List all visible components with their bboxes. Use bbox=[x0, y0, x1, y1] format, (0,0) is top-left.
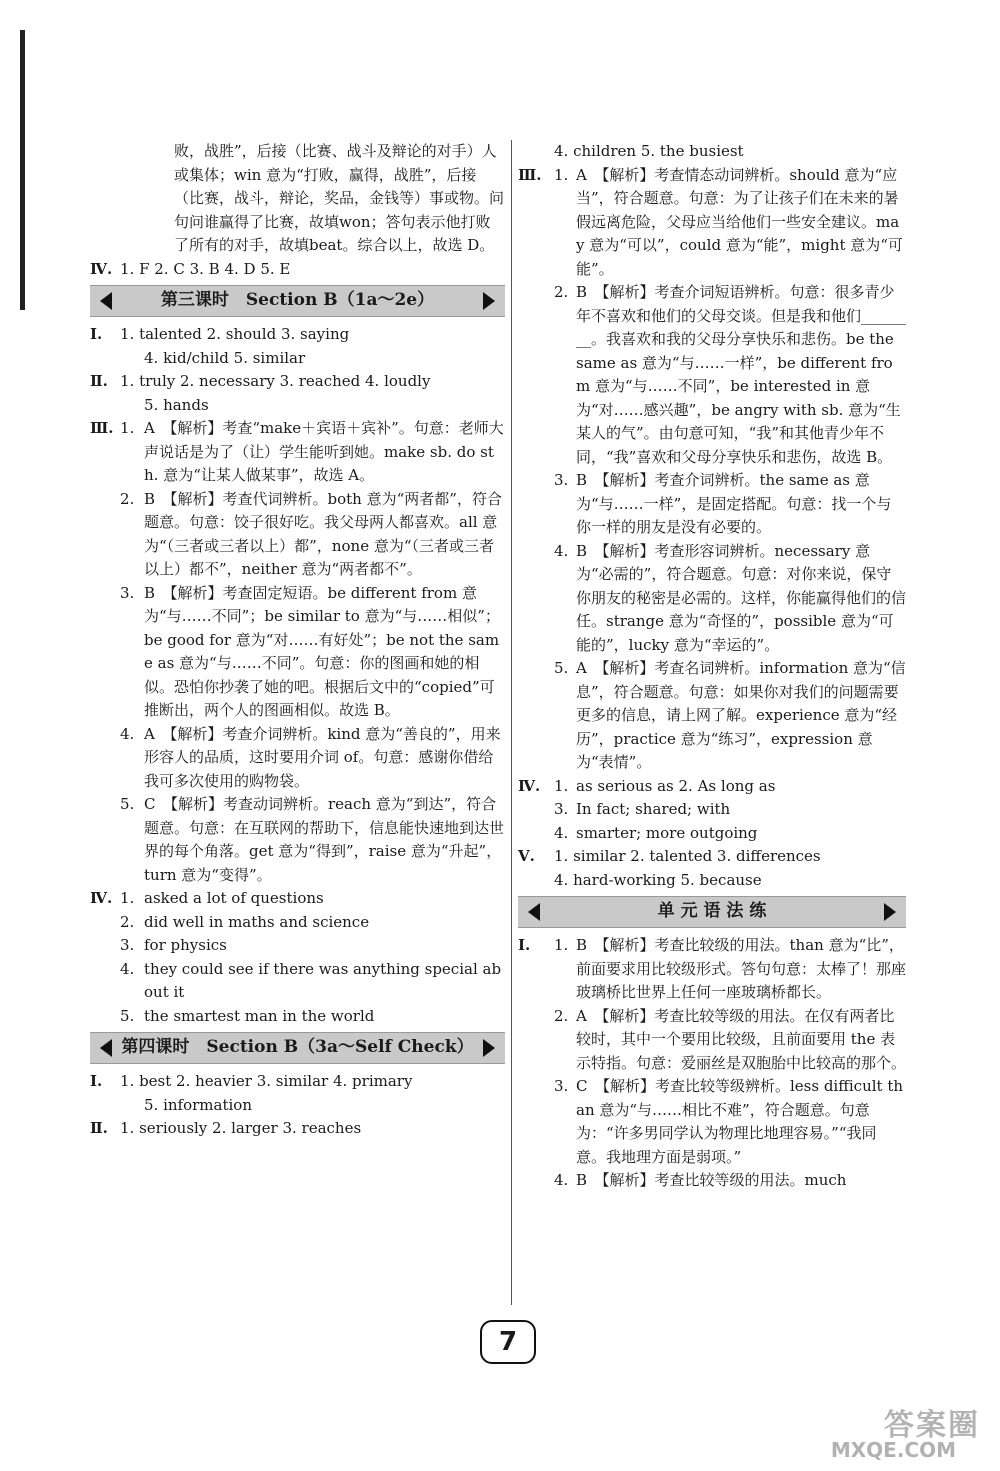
answer-group-iv bbox=[518, 775, 906, 846]
item-number: 5. bbox=[120, 1006, 135, 1025]
roman-numeral: Ⅲ. bbox=[90, 419, 114, 437]
explanation-item bbox=[120, 793, 505, 887]
item-number: 1. bbox=[554, 776, 569, 795]
phrase-item bbox=[554, 822, 906, 846]
item-number: 1. bbox=[554, 936, 569, 954]
answer-line: 4. hard-working 5. because bbox=[554, 870, 762, 889]
answer-line: 1. truly 2. necessary 3. reached 4. loudly bbox=[120, 372, 431, 390]
explanation-item bbox=[554, 540, 906, 658]
page-number: 7 bbox=[480, 1320, 536, 1364]
explanation-item bbox=[120, 582, 505, 723]
binding-edge bbox=[20, 30, 25, 310]
item-number: 4. bbox=[554, 823, 569, 842]
section-header-grammar bbox=[518, 896, 906, 928]
answer-group-i bbox=[90, 323, 505, 370]
section-header-3 bbox=[90, 285, 505, 317]
answer-line: 1. seriously 2. larger 3. reaches bbox=[120, 1119, 362, 1137]
item-text: as serious as 2. As long as bbox=[576, 776, 776, 795]
answer-group-i bbox=[518, 934, 906, 1193]
item-text: A 【解析】考查介词辨析。kind 意为“善良的”，用来形容人的品质，这时要用介词 of。句意：感谢你借给我可多次使用的购物袋。 bbox=[144, 724, 501, 790]
right-column bbox=[518, 140, 906, 1193]
item-number: 2. bbox=[120, 489, 135, 508]
item-text: B 【解析】考查介词辨析。the same as 意为“与……一样”，是固定搭配。句意：找一个与你一样的朋友是没有必要的。 bbox=[576, 471, 892, 536]
item-number: 3. bbox=[554, 471, 569, 489]
answer-group-ii bbox=[90, 370, 505, 417]
explanation-item bbox=[120, 723, 505, 794]
section-title: 第三课时 Section B（1a～2e） bbox=[160, 290, 435, 311]
explanation-item bbox=[120, 417, 505, 488]
explanation-item bbox=[120, 488, 505, 582]
item-text: C 【解析】考查动词辨析。reach 意为“到达”，符合题意。句意：在互联网的帮助下，信息能快速地到达世界的每个角落。get 意为“得到”，raise 意为“升起”，turn 意为“变得”。 bbox=[144, 795, 505, 884]
item-text: B 【解析】考查比较等级的用法。much bbox=[576, 1171, 847, 1189]
roman-numeral: Ⅱ. bbox=[90, 372, 108, 390]
phrase-item bbox=[120, 887, 505, 911]
phrase-item bbox=[554, 775, 906, 799]
explanation-item bbox=[554, 164, 906, 282]
item-number: 4. bbox=[120, 959, 135, 978]
answer-group-iii bbox=[518, 164, 906, 775]
item-text: B 【解析】考查形容词辨析。necessary 意为“必需的”，符合题意。句意：对你来说，保守你朋友的秘密是必需的。这样，你能赢得他们的信任。strange 意为“奇怪的”，possible 意为“可能的”，lucky 意为“幸运的”。 bbox=[576, 541, 907, 654]
item-number: 1. bbox=[554, 165, 569, 184]
explanation-item bbox=[554, 934, 906, 1005]
answer-group-iii bbox=[90, 417, 505, 887]
phrase-item bbox=[554, 798, 906, 822]
item-text: B 【解析】考查介词短语辨析。句意：很多青少年不喜欢和他们的父母交谈。但是我和他们________。我喜欢和我的父母分享快乐和悲伤。be the same as 意为“与……一样”，be different from 意为“与……不同”，be interested in 意为“对……感兴趣”，be angry with sb. 意为“生某人的气”。由句意可知，“我”和其他青少年不同，“我”喜欢和父母分享快乐和悲伤，故选 B。 bbox=[576, 283, 907, 466]
answer-line: 5. hands bbox=[144, 395, 209, 414]
right-arrow-icon bbox=[884, 903, 896, 921]
item-number: 4. bbox=[554, 541, 569, 560]
item-number: 4. bbox=[120, 724, 135, 743]
item-number: 1. bbox=[120, 419, 135, 437]
explanation-item bbox=[554, 1169, 906, 1193]
intro-paragraph: 败，战胜”，后接（比赛、战斗及辩论的对手）人或集体；win 意为“打败，赢得，战胜”，后接（比赛，战斗，辩论，奖品，金钱等）事或物。问句问谁赢得了比赛，故填won；答句表示他打败了所有的对手，故填beat。综合以上，故选 D。 bbox=[174, 142, 505, 254]
section-header-4 bbox=[90, 1032, 505, 1064]
right-arrow-icon bbox=[483, 292, 495, 310]
item-number: 3. bbox=[120, 583, 135, 602]
item-number: 2. bbox=[554, 1006, 569, 1025]
section-title: 第四课时 Section B（3a～Self Check） bbox=[121, 1037, 474, 1058]
item-number: 3. bbox=[120, 936, 135, 954]
item-number: 4. bbox=[554, 1171, 569, 1189]
section-title: 单 元 语 法 练 bbox=[657, 901, 767, 922]
answer-line: 4. children 5. the busiest bbox=[554, 142, 744, 160]
roman-numeral: Ⅰ. bbox=[90, 1072, 103, 1090]
answer-group-i bbox=[90, 1070, 505, 1117]
answer-line: 5. information bbox=[144, 1095, 252, 1114]
roman-numeral: Ⅰ. bbox=[518, 936, 531, 954]
explanation-item bbox=[554, 1075, 906, 1169]
roman-numeral: Ⅴ. bbox=[518, 847, 535, 865]
item-number: 1. bbox=[120, 889, 135, 907]
answer-line: 1. F 2. C 3. B 4. D 5. E bbox=[120, 259, 291, 278]
phrase-item bbox=[120, 1005, 505, 1029]
item-number: 2. bbox=[554, 283, 569, 301]
item-text: A 【解析】考查比较等级的用法。在仅有两者比较时，其中一个要用比较级，且前面要用 the 表示特指。句意：爱丽丝是双胞胎中比较高的那个。 bbox=[576, 1006, 907, 1072]
explanation-item bbox=[554, 657, 906, 775]
left-column bbox=[90, 140, 505, 1141]
explanation-item bbox=[554, 469, 906, 540]
roman-numeral: Ⅳ. bbox=[90, 889, 113, 907]
watermark-logo: 答案圈 bbox=[884, 1408, 980, 1443]
phrase-item bbox=[120, 958, 505, 1005]
item-text: B 【解析】考查比较级的用法。than 意为“比”，前面要求用比较级形式。答句句意：太棒了！那座玻璃桥比世界上任何一座玻璃桥都长。 bbox=[576, 936, 907, 1001]
roman-numeral: Ⅳ. bbox=[90, 259, 113, 278]
item-number: 5. bbox=[120, 795, 135, 813]
item-text: B 【解析】考查代词辨析。both 意为“两者都”，符合题意。句意：饺子很好吃。我父母两人都喜欢。all 意为“（三者或三者以上）都”，none 意为“（三者或三者以上）都不”，neither 意为“两者都不”。 bbox=[144, 489, 502, 578]
item-text: they could see if there was anything special about it bbox=[144, 959, 502, 1001]
left-arrow-icon bbox=[528, 903, 540, 921]
item-number: 5. bbox=[554, 659, 569, 677]
item-text: In fact; shared; with bbox=[576, 800, 731, 818]
column-divider bbox=[511, 140, 512, 1305]
item-number: 2. bbox=[120, 912, 135, 931]
item-text: the smartest man in the world bbox=[144, 1006, 375, 1025]
answer-group-v bbox=[518, 845, 906, 892]
item-number: 3. bbox=[554, 800, 569, 818]
watermark-url: MXQE.COM bbox=[830, 1438, 956, 1462]
phrase-item bbox=[120, 911, 505, 935]
item-text: C 【解析】考查比较等级辨析。less difficult than 意为“与……相比不难”，符合题意。句意为：“许多男同学认为物理比地理容易。”“我同意。我地理方面是弱项。” bbox=[576, 1077, 904, 1166]
item-text: did well in maths and science bbox=[144, 912, 370, 931]
roman-numeral: Ⅱ. bbox=[90, 1119, 108, 1137]
answer-line: 4. kid/child 5. similar bbox=[144, 348, 306, 367]
item-text: B 【解析】考查固定短语。be different from 意为“与……不同”；be similar to 意为“与……相似”；be good for 意为“对……有好处”；be not the same as 意为“与……不同”。句意：你的图画和她的相似。恐怕你抄袭了她的吧。根据后文中的“copied”可推断出，两个人的图画相似。故选 B。 bbox=[144, 583, 500, 719]
answer-line: 1. similar 2. talented 3. differences bbox=[554, 847, 821, 865]
answer-group-iv bbox=[90, 258, 505, 282]
explanation-item bbox=[554, 1005, 906, 1076]
item-text: for physics bbox=[144, 936, 227, 954]
right-arrow-icon bbox=[483, 1039, 495, 1057]
item-text: smarter; more outgoing bbox=[576, 823, 758, 842]
item-text: A 【解析】考查“make＋宾语＋宾补”。句意：老师大声说话是为了（让）学生能听到她。make sb. do sth. 意为“让某人做某事”，故选 A。 bbox=[144, 419, 504, 484]
left-arrow-icon bbox=[100, 1039, 112, 1057]
answer-group-ii bbox=[90, 1117, 505, 1141]
left-arrow-icon bbox=[100, 292, 112, 310]
answer-group-iv-phrases bbox=[90, 887, 505, 1028]
item-number: 3. bbox=[554, 1077, 569, 1095]
phrase-item bbox=[120, 934, 505, 958]
roman-numeral: Ⅲ. bbox=[518, 165, 542, 184]
roman-numeral: Ⅳ. bbox=[518, 776, 541, 795]
answer-line: 1. talented 2. should 3. saying bbox=[120, 325, 350, 343]
explanation-item bbox=[554, 281, 906, 469]
item-text: asked a lot of questions bbox=[144, 889, 324, 907]
answer-line: 1. best 2. heavier 3. similar 4. primary bbox=[120, 1072, 413, 1090]
item-text: A 【解析】考查名词辨析。information 意为“信息”，符合题意。句意：如果你对我们的问题需要更多的信息，请上网了解。experience 意为“经历”，practice 意为“练习”，expression 意为“表情”。 bbox=[576, 659, 906, 771]
item-text: A 【解析】考查情态动词辨析。should 意为“应当”，符合题意。句意：为了让孩子们在未来的暑假远离危险，父母应当给他们一些安全建议。may 意为“可以”，could 意为“能”，might 意为“可能”。 bbox=[576, 165, 903, 278]
roman-numeral: Ⅰ. bbox=[90, 325, 103, 343]
